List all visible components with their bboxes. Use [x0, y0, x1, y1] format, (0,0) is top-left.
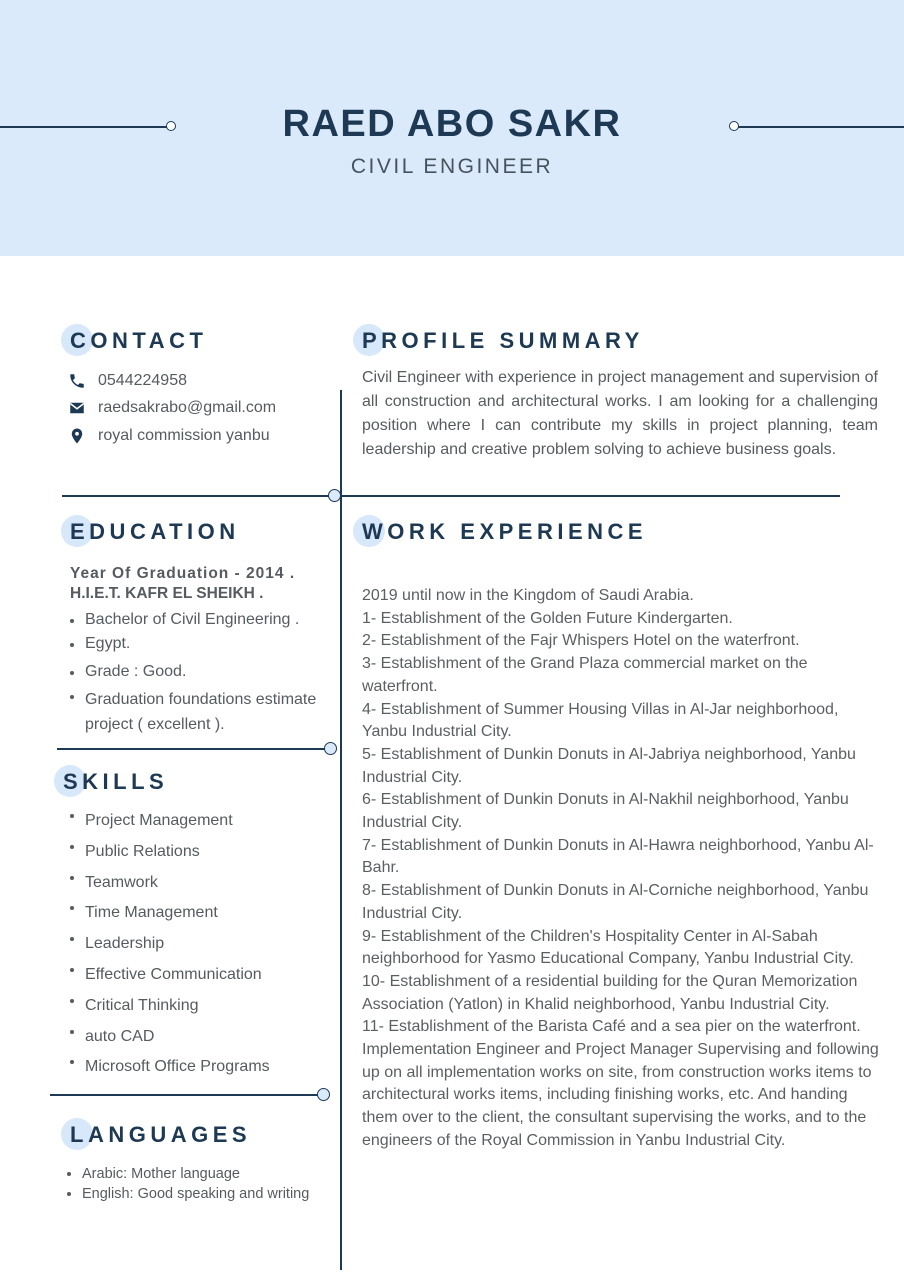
column-divider [340, 390, 342, 1270]
list-item: Critical Thinking [68, 991, 328, 1022]
work-line: Implementation Engineer and Project Manager Supervising and following up on all implementation works on site, from construction works items to architectural works items, including finishing works, etc. And handing them over to the client, the consultant supervising the works, and to the engineers of the Royal Commission in Yanbu Industrial City. [362, 1041, 879, 1149]
work-line: 4- Establishment of Summer Housing Villas in Al-Jar neighborhood, Yanbu Industrial City. [362, 700, 839, 741]
profile-text: Civil Engineer with experience in project management and supervision of all construction and architectural works. I am looking for a challenging position where I can contribute my skills in project planning, team leadership and creative problem solving to achieve business goals. [362, 369, 878, 458]
work-line: 2019 until now in the Kingdom of Saudi Arabia. [362, 587, 694, 604]
work-experience-list [362, 585, 882, 1153]
education-heading: EDUCATION [70, 519, 240, 544]
list-item: Leadership [68, 929, 328, 960]
divider [62, 495, 840, 497]
list-item: Teamwork [68, 868, 328, 899]
work-line: 1- Establishment of the Golden Future Kindergarten. [362, 609, 733, 627]
divider [738, 126, 904, 128]
list-item: Project Management [68, 806, 328, 837]
list-item: Grade : Good. [68, 663, 318, 681]
list-item: Effective Communication [68, 960, 328, 991]
divider-dot [317, 1088, 330, 1101]
contact-email [68, 399, 276, 417]
divider-dot [324, 742, 337, 755]
contact-phone [68, 372, 187, 390]
divider-dot [166, 121, 176, 131]
phone-icon [68, 372, 86, 390]
divider [0, 126, 167, 128]
location-text: royal commission yanbu [98, 427, 270, 444]
languages-heading: LANGUAGES [70, 1122, 252, 1147]
list-item: Public Relations [68, 837, 328, 868]
work-line: 7- Establishment of Dunkin Donuts in Al-Hawra neighborhood, Yanbu Al-Bahr. [362, 836, 874, 877]
mail-icon [68, 399, 86, 417]
work-line: 8- Establishment of Dunkin Donuts in Al-Corniche neighborhood, Yanbu Industrial City. [362, 882, 869, 922]
contact-heading: CONTACT [70, 328, 208, 353]
skills-heading: SKILLS [63, 769, 169, 794]
work-line: 5- Establishment of Dunkin Donuts in Al-Jabriya neighborhood, Yanbu Industrial City. [362, 745, 856, 786]
list-item: Microsoft Office Programs [68, 1052, 328, 1083]
contact-location [68, 427, 270, 445]
school-name: H.I.E.T. KAFR EL SHEIKH . [70, 585, 264, 602]
work-line: 2- Establishment of the Fajr Whispers Hotel on the waterfront. [362, 632, 800, 650]
work-heading: WORK EXPERIENCE [362, 519, 648, 544]
work-line: 11- Establishment of the Barista Café and a sea pier on the waterfront. [362, 1018, 861, 1036]
graduation-year: Year Of Graduation - 2014 . [70, 565, 296, 582]
list-item: Egypt. [68, 635, 318, 653]
divider [57, 748, 325, 750]
languages-list [65, 1164, 335, 1204]
list-item: Arabic: Mother language [65, 1164, 335, 1184]
work-line: 3- Establishment of the Grand Plaza commercial market on the waterfront. [362, 655, 808, 695]
work-line: 6- Establishment of Dunkin Donuts in Al-Nakhil neighborhood, Yanbu Industrial City. [362, 791, 849, 832]
location-pin-icon [68, 427, 86, 445]
list-item: English: Good speaking and writing [65, 1184, 335, 1204]
divider-dot [328, 489, 341, 502]
phone-text: 0544224958 [98, 372, 187, 389]
profile-heading: PROFILE SUMMARY [362, 328, 644, 353]
divider [50, 1094, 318, 1096]
candidate-title: CIVIL ENGINEER [350, 155, 554, 178]
education-list [68, 611, 318, 737]
list-item: Bachelor of Civil Engineering . [68, 611, 318, 629]
skills-list [68, 806, 328, 1083]
candidate-name: RAED ABO SAKR [282, 103, 622, 145]
list-item: Time Management [68, 898, 328, 929]
list-item: auto CAD [68, 1022, 328, 1053]
work-line: 10- Establishment of a residential building for the Quran Memorization Association (Yatlon) in Khalid neighborhood, Yanbu Industrial City. [362, 972, 858, 1013]
list-item: Graduation foundations estimate project ( excellent ). [68, 687, 318, 737]
email-text: raedsakrabo@gmail.com [98, 399, 277, 416]
work-line: 9- Establishment of the Children's Hospitality Center in Al-Sabah neighborhood for Yasmo Educational Company, Yanbu Industrial City. [362, 927, 854, 968]
